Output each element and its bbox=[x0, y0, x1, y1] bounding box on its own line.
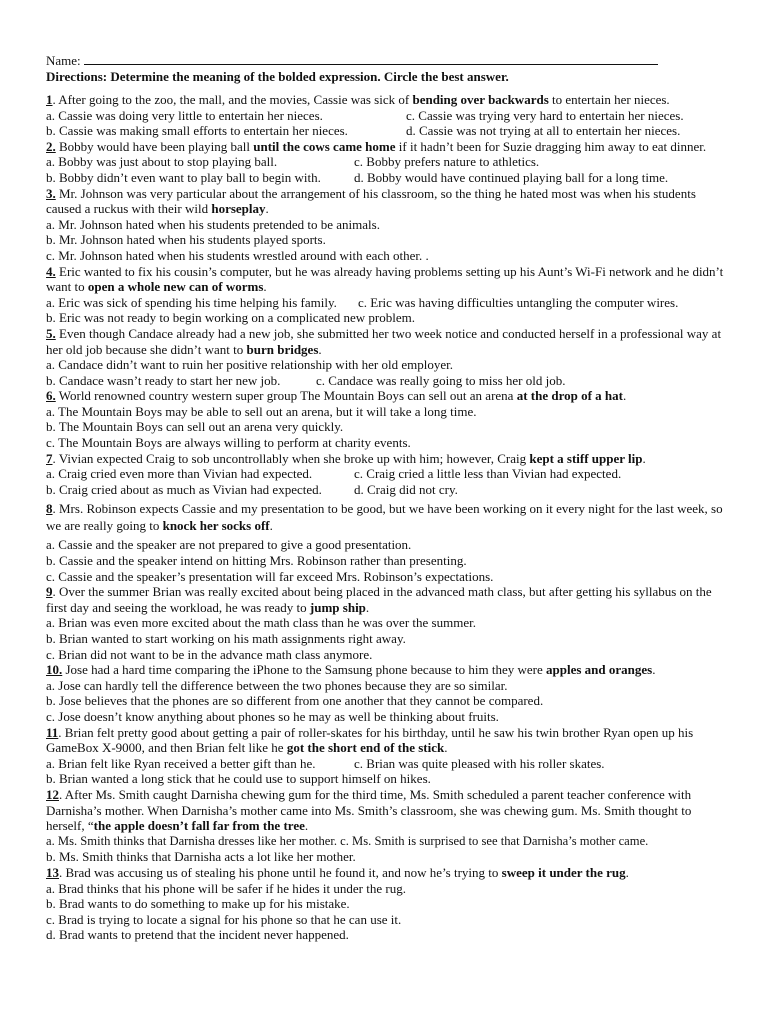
answer-choice[interactable]: a. Craig cried even more than Vivian had expected. bbox=[46, 466, 313, 482]
answer-choice[interactable]: c. Mr. Johnson hated when his students wrestled around with each other. . bbox=[46, 247, 429, 263]
name-label: Name: bbox=[46, 53, 81, 68]
answer-choice[interactable]: c. Jose doesn’t know anything about phones so he may as well be thinking about fruits. bbox=[46, 708, 499, 724]
question-2 bbox=[46, 139, 724, 186]
answer-choice[interactable]: b. Ms. Smith thinks that Darnisha acts a lot like her mother. bbox=[46, 849, 356, 865]
answer-choice[interactable]: c. Bobby prefers nature to athletics. bbox=[354, 154, 540, 170]
answer-choice[interactable]: c. Brian was quite pleased with his roller skates. bbox=[354, 755, 605, 771]
answer-choice[interactable]: b. Bobby didn’t even want to play ball to begin with. bbox=[46, 169, 321, 185]
bolded-expression: the apple doesn’t fall far from the tree bbox=[93, 818, 305, 834]
question-list bbox=[46, 92, 724, 943]
answer-choice[interactable]: a. The Mountain Boys may be able to sell out an arena, but it will take a long time. bbox=[46, 403, 477, 419]
question-number: 5. bbox=[46, 325, 56, 341]
question-number: 2. bbox=[46, 138, 56, 154]
question-stem: 3. Mr. Johnson was very particular about the arrangement of his classroom, so the thing he hated most was when his students caused a ruckus with their wild horseplay. bbox=[46, 185, 696, 217]
answer-choice[interactable]: a. Mr. Johnson hated when his students pretended to be animals. bbox=[46, 216, 380, 232]
answer-choice[interactable]: a. Eric was sick of spending his time helping his family. bbox=[46, 294, 337, 310]
bolded-expression: horseplay bbox=[211, 201, 266, 217]
question-number: 6. bbox=[46, 388, 56, 404]
question-11 bbox=[46, 725, 724, 787]
answer-choice[interactable]: a. Ms. Smith thinks that Darnisha dresses like her mother. c. Ms. Smith is surprised to see that Darnisha’s mother came. bbox=[46, 833, 649, 848]
answer-choice[interactable]: d. Cassie was not trying at all to entertain her nieces. bbox=[406, 123, 681, 139]
answer-choice[interactable]: b. Candace wasn’t ready to start her new job. bbox=[46, 372, 281, 388]
question-3 bbox=[46, 186, 724, 264]
question-stem: 7. Vivian expected Craig to sob uncontrollably when she broke up with him; however, Craig kept a stiff upper lip. bbox=[46, 450, 646, 466]
question-number: 11 bbox=[46, 724, 59, 740]
bolded-expression: bending over backwards bbox=[412, 92, 549, 107]
answer-choice[interactable]: b. Mr. Johnson hated when his students played sports. bbox=[46, 232, 326, 248]
question-number: 3. bbox=[46, 185, 56, 201]
question-stem: 5. Even though Candace already had a new job, she submitted her two week notice and conducted herself in a professional way at her old job because she didn’t want to burn bridges. bbox=[46, 325, 722, 357]
answer-choice[interactable]: b. Jose believes that the phones are so different from one another that they cannot be compared. bbox=[46, 693, 544, 709]
answer-choice[interactable]: d. Craig did not cry. bbox=[354, 481, 458, 497]
bolded-expression: until the cows came home bbox=[253, 138, 396, 154]
bolded-expression: open a whole new can of worms bbox=[87, 279, 264, 295]
question-stem: 6. World renowned country western super group The Mountain Boys can sell out an arena at the drop of a hat. bbox=[46, 388, 627, 404]
question-12 bbox=[46, 787, 724, 865]
question-stem: 8. Mrs. Robinson expects Cassie and my presentation to be good, but we have been working on it every night for the last week, so we are really going to knock her socks off. bbox=[46, 501, 723, 534]
answer-choice[interactable]: b. Brian wanted a long stick that he could use to support himself on hikes. bbox=[46, 771, 431, 787]
question-number: 7 bbox=[46, 450, 53, 466]
name-blank-line[interactable] bbox=[84, 52, 658, 65]
question-9 bbox=[46, 584, 724, 662]
question-13 bbox=[46, 865, 724, 943]
question-number: 8 bbox=[46, 501, 53, 517]
answer-choice[interactable]: d. Bobby would have continued playing ball for a long time. bbox=[354, 169, 669, 185]
answer-choice[interactable]: c. The Mountain Boys are always willing to perform at charity events. bbox=[46, 435, 411, 451]
bolded-expression: burn bridges bbox=[246, 341, 319, 357]
question-number: 9 bbox=[46, 584, 53, 600]
answer-choice[interactable]: c. Craig cried a little less than Vivian had expected. bbox=[354, 466, 622, 482]
question-stem: 9. Over the summer Brian was really excited about being placed in the advanced math class, but after getting his syllabus on the first day and seeing the workload, he was ready to jump ship. bbox=[46, 584, 712, 615]
bolded-expression: kept a stiff upper lip bbox=[529, 450, 643, 466]
answer-choice[interactable]: a. Brad thinks that his phone will be safer if he hides it under the rug. bbox=[46, 880, 406, 896]
question-number: 1 bbox=[46, 92, 53, 107]
question-stem: 1. After going to the zoo, the mall, and the movies, Cassie was sick of bending over backwards to entertain her nieces. bbox=[46, 92, 670, 107]
question-stem: 2. Bobby would have been playing ball until the cows came home if it hadn’t been for Suzie dragging him away to eat dinner. bbox=[46, 138, 707, 154]
answer-choice[interactable]: a. Cassie was doing very little to entertain her nieces. bbox=[46, 107, 323, 123]
question-stem: 13. Brad was accusing us of stealing his phone until he found it, and now he’s trying to sweep it under the rug. bbox=[46, 864, 629, 880]
question-stem: 4. Eric wanted to fix his cousin’s computer, but he was already having problems setting up his Aunt’s Wi-Fi network and he didn’t want to open a whole new can of worms. bbox=[46, 263, 724, 295]
directions: Directions: Determine the meaning of the bolded expression. Circle the best answer. bbox=[46, 69, 509, 84]
question-number: 4. bbox=[46, 263, 56, 279]
question-stem: 11. Brian felt pretty good about getting a pair of roller-skates for his birthday, until he saw his twin brother Ryan open up his GameBox X-9000, and then Brian felt like he got the short end of the stick. bbox=[46, 724, 694, 756]
bolded-expression: at the drop of a hat bbox=[516, 388, 623, 404]
question-10 bbox=[46, 662, 724, 724]
name-row bbox=[46, 52, 724, 68]
answer-choice[interactable]: a. Candace didn’t want to ruin her positive relationship with her old employer. bbox=[46, 357, 453, 373]
answer-choice[interactable]: a. Brian was even more excited about the math class than he was over the summer. bbox=[46, 615, 476, 631]
bolded-expression: sweep it under the rug bbox=[501, 864, 626, 880]
answer-choice[interactable]: b. Craig cried about as much as Vivian had expected. bbox=[46, 481, 322, 497]
answer-choice[interactable]: c. Brian did not want to be in the advance math class anymore. bbox=[46, 646, 373, 662]
bolded-expression: got the short end of the stick bbox=[286, 740, 445, 756]
question-number: 10. bbox=[46, 662, 63, 678]
answer-choice[interactable]: b. Cassie was making small efforts to entertain her nieces. bbox=[46, 123, 348, 139]
answer-choice[interactable]: a. Brian felt like Ryan received a better gift than he. bbox=[46, 755, 316, 771]
question-number: 13 bbox=[46, 864, 59, 880]
question-8 bbox=[46, 500, 724, 584]
answer-choice[interactable]: a. Cassie and the speaker are not prepared to give a good presentation. bbox=[46, 537, 412, 553]
answer-choice[interactable]: b. Brad wants to do something to make up for his mistake. bbox=[46, 896, 350, 912]
answer-choice[interactable]: b. Brian wanted to start working on his math assignments right away. bbox=[46, 631, 406, 646]
answer-choice[interactable]: c. Cassie and the speaker’s presentation will far exceed Mrs. Robinson’s expectations. bbox=[46, 568, 494, 584]
question-1 bbox=[46, 92, 724, 139]
bolded-expression: apples and oranges bbox=[546, 662, 653, 678]
question-6 bbox=[46, 388, 724, 450]
answer-choice[interactable]: c. Brad is trying to locate a signal for his phone so that he can use it. bbox=[46, 911, 402, 927]
answer-choice[interactable]: b. Cassie and the speaker intend on hitting Mrs. Robinson rather than presenting. bbox=[46, 553, 467, 569]
bolded-expression: knock her socks off bbox=[162, 518, 270, 534]
question-stem: 12. After Ms. Smith caught Darnisha chewing gum for the third time, Ms. Smith scheduled a parent teacher conference with Darnisha’s mother. When Darnisha’s mother came into Ms. Smith’s classroom, she was chewing gum. Ms. Smith thought to herself, “the apple doesn’t fall far from the tree. bbox=[46, 786, 692, 834]
answer-choice[interactable]: a. Bobby was just about to stop playing ball. bbox=[46, 154, 278, 170]
question-number: 12 bbox=[46, 786, 59, 802]
answer-choice[interactable]: b. The Mountain Boys can sell out an arena very quickly. bbox=[46, 419, 344, 435]
answer-choice[interactable]: b. Eric was not ready to begin working on a complicated new problem. bbox=[46, 310, 415, 326]
answer-choice[interactable]: d. Brad wants to pretend that the incident never happened. bbox=[46, 927, 349, 943]
question-4 bbox=[46, 264, 724, 326]
answer-choice[interactable]: c. Cassie was trying very hard to entertain her nieces. bbox=[406, 107, 684, 123]
question-stem: 10. Jose had a hard time comparing the iPhone to the Samsung phone because to him they were apples and oranges. bbox=[46, 662, 656, 678]
bolded-expression: jump ship bbox=[309, 599, 366, 615]
question-5 bbox=[46, 326, 724, 388]
answer-choice[interactable]: c. Candace was really going to miss her old job. bbox=[316, 372, 566, 388]
answer-choice[interactable]: a. Jose can hardly tell the difference between the two phones because they are so similar. bbox=[46, 677, 508, 693]
answer-choice[interactable]: c. Eric was having difficulties untangling the computer wires. bbox=[358, 294, 679, 310]
question-7 bbox=[46, 451, 724, 498]
